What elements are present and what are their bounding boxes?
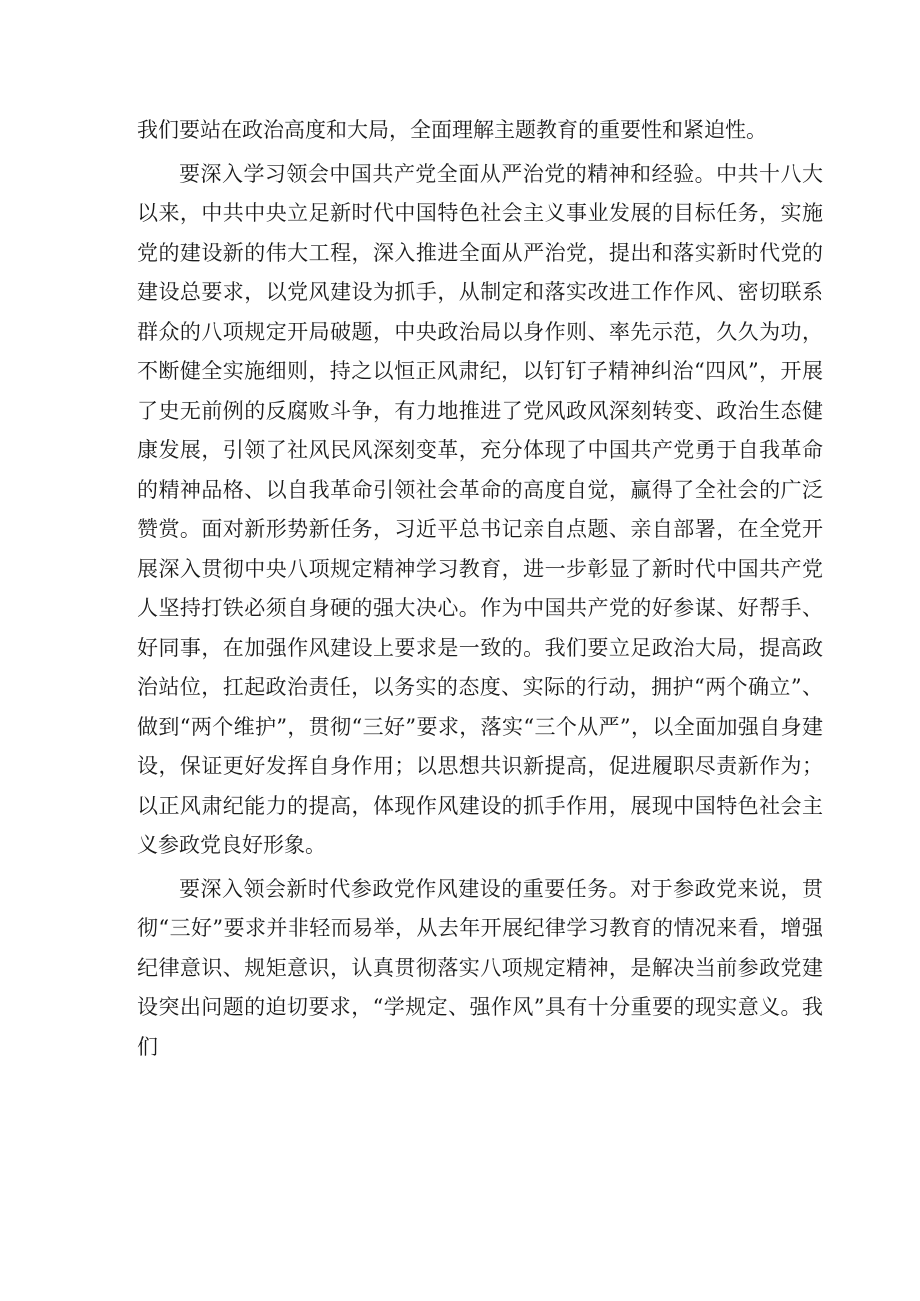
paragraph-2: 要深入学习领会中国共产党全面从严治党的精神和经验。中共十八大以来，中共中央立足新时代中国特色社会主义事业发展的目标任务，实施党的建设新的伟大工程，深入推进全面从严治党，提出和落实新时代党的建设总要求，以党风建设为抓手，从制定和落实改进工作作风、密切联系群众的八项规定开局破题，中央政治局以身作则、率先示范，久久为功，不断健全实施细则，持之以恒正风肃纪，以钉钉子精神纠治“四风”，开展了史无前例的反腐败斗争，有力地推进了党风政风深刻转变、政治生态健康发展，引领了社风民风深刻变革，充分体现了中国共产党勇于自我革命的精神品格、以自我革命引领社会革命的高度自觉，赢得了全社会的广泛赞赏。面对新形势新任务，习近平总书记亲自点题、亲自部署，在全党开展深入贯彻中央八项规定精神学习教育，进一步彰显了新时代中国共产党人坚持打铁必须自身硬的强大决心。作为中国共产党的好参谋、好帮手、好同事，在加强作风建设上要求是一致的。我们要立足政治大局，提高政治站位，扛起政治责任，以务实的态度、实际的行动，拥护“两个确立”、做到“两个维护”，贯彻“三好”要求，落实“三个从严”，以全面加强自身建设，保证更好发挥自身作用；以思想共识新提高，促进履职尽责新作为；以正风肃纪能力的提高，体现作风建设的抓手作用，展现中国特色社会主义参政党良好形象。 (137, 161, 823, 857)
document-body (137, 111, 823, 1067)
paragraph-3: 要深入领会新时代参政党作风建设的重要任务。对于参政党来说，贯彻“三好”要求并非轻而易举，从去年开展纪律学习教育的情况来看，增强纪律意识、规矩意识，认真贯彻落实八项规定精神，是解决当前参政党建设突出问题的迫切要求，“学规定、强作风”具有十分重要的现实意义。我们 (137, 876, 823, 1059)
paragraph-1: 我们要站在政治高度和大局，全面理解主题教育的重要性和紧迫性。 (137, 118, 767, 142)
